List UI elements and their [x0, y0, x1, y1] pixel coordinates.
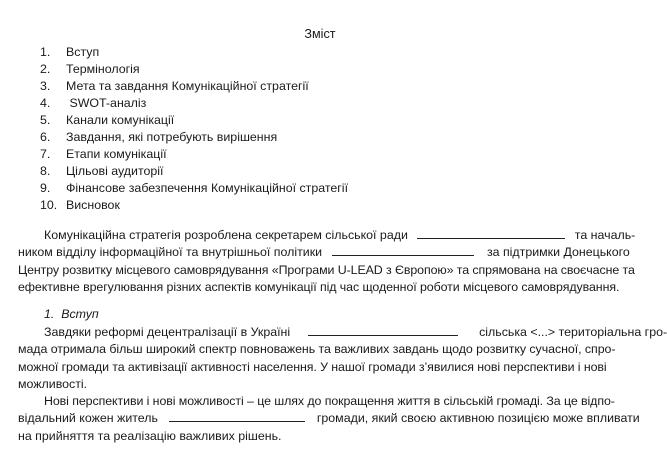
toc-item-label: Фінансове забезпечення Комунікаційної стратегії	[66, 181, 349, 195]
toc-item-number: 9.	[40, 181, 51, 195]
intro-line: ефективне врегулювання різних аспектів комунікації під час щоденної роботи місцевого самоврядування.	[18, 279, 620, 294]
section-paragraph	[18, 324, 667, 393]
intro-line	[18, 227, 636, 244]
toc-item-number: 10.	[40, 198, 58, 212]
intro-text: за підтримки Донецького	[486, 245, 630, 260]
toc-item-label: Канали комунікації	[66, 113, 175, 127]
toc-item	[0, 197, 640, 214]
section-paragraph	[18, 393, 640, 445]
section-text: громади, який своєю активною позицією може впливати	[316, 411, 640, 426]
section-line	[18, 410, 640, 427]
intro-paragraph	[18, 227, 636, 296]
toc-item	[0, 78, 640, 95]
toc-item-number: 5.	[40, 113, 51, 127]
toc-item-number: 6.	[40, 130, 51, 144]
toc-item-label: Висновок	[66, 198, 120, 212]
signature-blank	[332, 244, 474, 256]
toc-title: Зміст	[304, 27, 336, 41]
toc-item-number: 4.	[40, 96, 51, 110]
table-of-contents	[0, 44, 640, 214]
section-text: сільська <...> територіальна гро-	[479, 325, 667, 339]
toc-item-number: 1.	[40, 45, 51, 59]
section-text: Завдяки реформі децентралізації в Україні	[44, 325, 291, 339]
section-text: відальний кожен житель	[18, 411, 158, 426]
toc-item-label: Етапи комунікації	[66, 147, 167, 161]
intro-text: ником відділу інформаційної та внутрішньої політики	[18, 245, 323, 260]
toc-item	[0, 61, 640, 78]
section-line: можливості.	[18, 376, 88, 391]
section-line: можної громади та активізації активності населення. У нашої громади з’явилися нові перспективи і нові	[18, 359, 607, 374]
intro-line	[18, 244, 630, 261]
section-line: Нові перспективи і нові можливості – це шлях до покращення життя в сільській громаді. За це відпо-	[44, 394, 615, 408]
intro-text: та началь-	[574, 228, 636, 242]
toc-item	[0, 95, 640, 112]
toc-item	[0, 129, 640, 146]
toc-item	[0, 180, 640, 197]
toc-item-label: Цільові аудиторії	[66, 164, 164, 178]
toc-item	[0, 112, 640, 129]
toc-item-label: Мета та завдання Комунікаційної стратегії	[66, 79, 309, 93]
toc-item	[0, 44, 640, 61]
section-heading: 1. Вступ	[44, 307, 99, 321]
toc-item-label: Завдання, які потребують вирішення	[66, 130, 278, 144]
community-name-blank	[169, 410, 305, 422]
toc-item-label: SWOT-аналіз	[66, 96, 147, 110]
toc-item-number: 3.	[40, 79, 51, 93]
toc-item	[0, 163, 640, 180]
intro-line: Центру розвитку місцевого самоврядування «Програми U-LEAD з Європою» та спрямована на своєчасне та	[18, 262, 635, 277]
toc-item-number: 7.	[40, 147, 51, 161]
intro-text: Комунікаційна стратегія розроблена секретарем сільської ради	[44, 228, 408, 242]
signature-blank	[417, 227, 565, 239]
toc-item	[0, 146, 640, 163]
section-line	[18, 324, 667, 341]
toc-item-number: 8.	[40, 164, 51, 178]
toc-item-label: Термінологія	[66, 62, 140, 76]
community-name-blank	[308, 324, 458, 336]
toc-item-number: 2.	[40, 62, 51, 76]
section-line: на прийняття та реалізацію важливих рішень.	[18, 428, 282, 443]
toc-item-label: Вступ	[66, 45, 100, 59]
section-line: мада отримала більш широкий спектр повноважень та важливих завдань щодо розвитку сучасної, спро-	[18, 342, 616, 357]
